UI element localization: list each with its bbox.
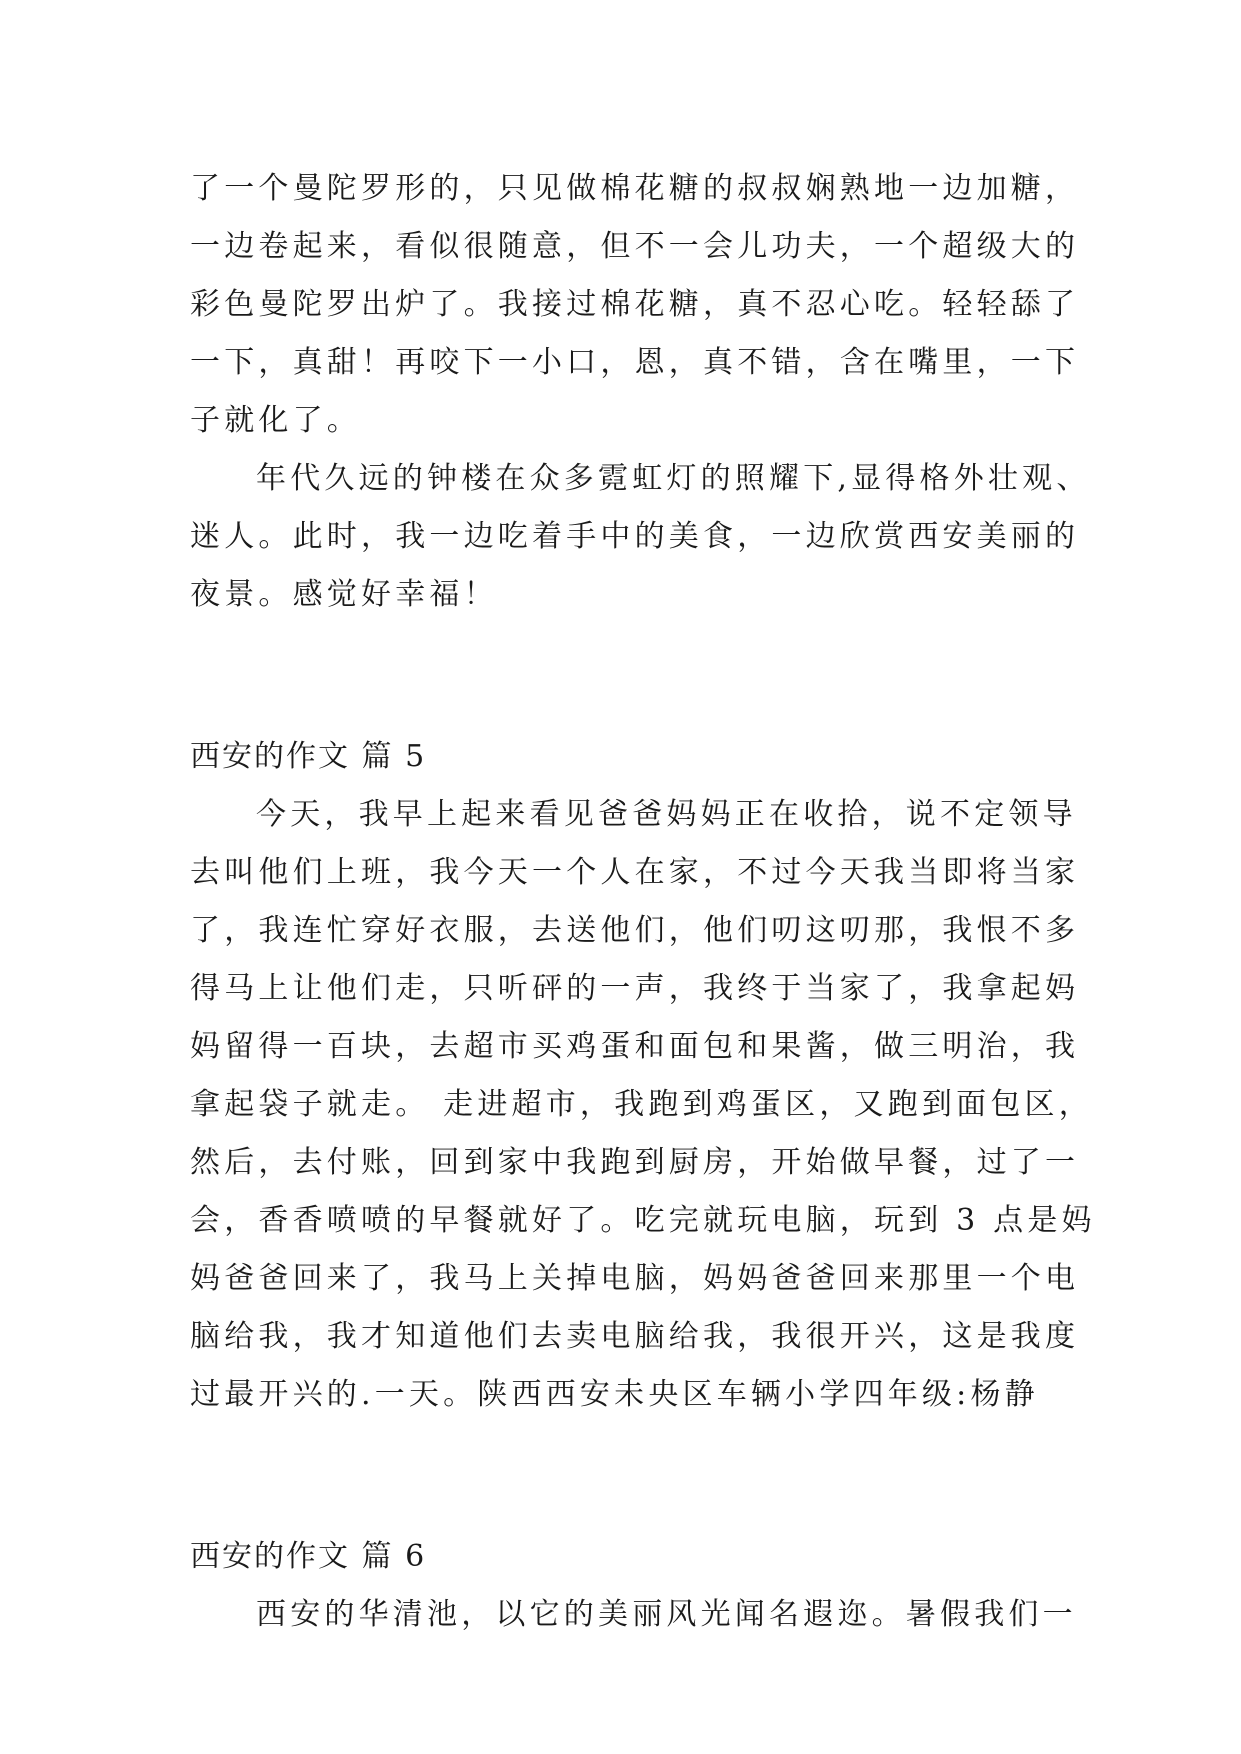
text-line: 迷人。此时，我一边吃着手中的美食，一边欣赏西安美丽的 (190, 519, 1080, 554)
text-line: 了，我连忙穿好衣服，去送他们，他们叨这叨那，我恨不多 (190, 913, 1080, 948)
document-body (190, 160, 1096, 1644)
text-line: 子就化了。 (190, 403, 361, 438)
text-line: 夜景。感觉好幸福！ (190, 577, 498, 612)
text-line: 然后，去付账，回到家中我跑到厨房，开始做早餐，过了一 (190, 1145, 1080, 1180)
section-heading: 西安的作文 篇 6 (190, 1539, 427, 1574)
text-line: 今天，我早上起来看见爸爸妈妈正在收拾，说不定领导 (256, 797, 1077, 832)
paragraph-clocktower (190, 450, 1091, 624)
text-line: 妈留得一百块，去超市买鸡蛋和面包和果酱，做三明治，我 (190, 1029, 1080, 1064)
section-heading: 西安的作文 篇 5 (190, 739, 427, 774)
section-5 (190, 728, 1096, 1424)
text-line: 了一个曼陀罗形的，只见做棉花糖的叔叔娴熟地一边加糖， (190, 171, 1080, 206)
section-6 (190, 1528, 1077, 1644)
text-line: 年代久远的钟楼在众多霓虹灯的照耀下,显得格外壮观、 (256, 461, 1091, 496)
text-line: 西安的华清池，以它的美丽风光闻名遐迩。暑假我们一 (256, 1597, 1077, 1632)
text-line: 一下，真甜！再咬下一小口，恩，真不错，含在嘴里，一下 (190, 345, 1080, 380)
text-line: 会，香香喷喷的早餐就好了。吃完就玩电脑，玩到 3 点是妈 (190, 1203, 1096, 1238)
text-line: 彩色曼陀罗出炉了。我接过棉花糖，真不忍心吃。轻轻舔了 (190, 287, 1080, 322)
section-spacer (190, 1424, 1070, 1528)
paragraph-top (190, 160, 1080, 450)
text-line: 拿起袋子就走。 走进超市，我跑到鸡蛋区，又跑到面包区， (190, 1087, 1093, 1122)
text-line: 妈爸爸回来了，我马上关掉电脑，妈妈爸爸回来那里一个电 (190, 1261, 1080, 1296)
text-line: 脑给我，我才知道他们去卖电脑给我，我很开兴，这是我度 (190, 1319, 1080, 1354)
section-spacer (190, 624, 1070, 728)
text-line: 过最开兴的.一天。陕西西安未央区车辆小学四年级:杨静 (190, 1377, 1039, 1412)
text-line: 去叫他们上班，我今天一个人在家，不过今天我当即将当家 (190, 855, 1080, 890)
text-line: 一边卷起来，看似很随意，但不一会儿功夫，一个超级大的 (190, 229, 1080, 264)
text-line: 得马上让他们走，只听砰的一声，我终于当家了，我拿起妈 (190, 971, 1080, 1006)
